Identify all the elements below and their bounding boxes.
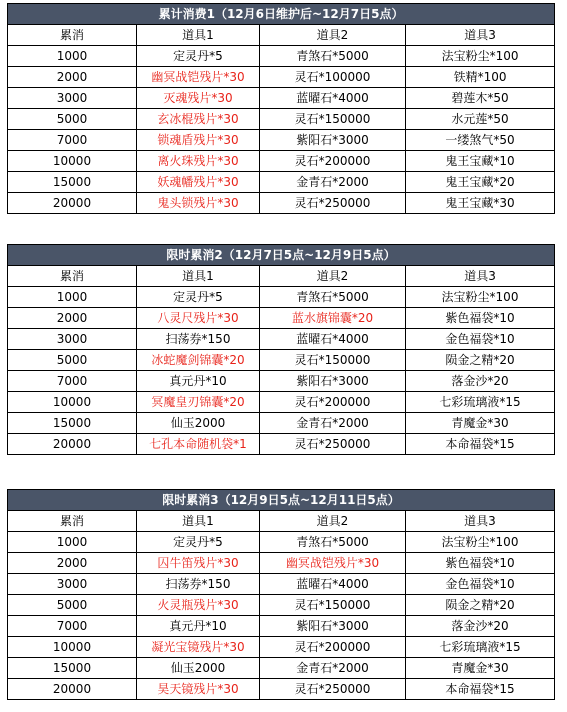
threshold-cell: 3000 bbox=[8, 329, 137, 350]
reward-cell: 金青石*2000 bbox=[260, 172, 406, 193]
reward-cell: 火灵瓶残片*30 bbox=[137, 595, 260, 616]
reward-cell: 灵石*250000 bbox=[260, 434, 406, 455]
threshold-cell: 20000 bbox=[8, 193, 137, 214]
column-header: 道具2 bbox=[260, 266, 406, 287]
reward-cell: 幽冥战铠残片*30 bbox=[260, 553, 406, 574]
threshold-cell: 3000 bbox=[8, 88, 137, 109]
reward-cell: 囚牛笛残片*30 bbox=[137, 553, 260, 574]
threshold-cell: 2000 bbox=[8, 308, 137, 329]
reward-cell: 八灵尺残片*30 bbox=[137, 308, 260, 329]
reward-cell: 七彩琉璃液*15 bbox=[406, 392, 555, 413]
threshold-cell: 1000 bbox=[8, 46, 137, 67]
reward-cell: 昊天镜残片*30 bbox=[137, 679, 260, 700]
reward-cell: 真元丹*10 bbox=[137, 371, 260, 392]
reward-cell: 陨金之精*20 bbox=[406, 595, 555, 616]
table-row bbox=[8, 151, 555, 172]
table-title: 限时累消2（12月7日5点~12月9日5点） bbox=[8, 245, 555, 266]
threshold-cell: 7000 bbox=[8, 371, 137, 392]
reward-cell: 碧莲木*50 bbox=[406, 88, 555, 109]
reward-cell: 陨金之精*20 bbox=[406, 350, 555, 371]
reward-cell: 幽冥战铠残片*30 bbox=[137, 67, 260, 88]
table-row bbox=[8, 574, 555, 595]
table-row bbox=[8, 287, 555, 308]
column-header: 道具3 bbox=[406, 25, 555, 46]
threshold-cell: 3000 bbox=[8, 574, 137, 595]
table-row bbox=[8, 172, 555, 193]
reward-cell: 金青石*2000 bbox=[260, 658, 406, 679]
threshold-cell: 15000 bbox=[8, 658, 137, 679]
table-row bbox=[8, 329, 555, 350]
reward-cell: 法宝粉尘*100 bbox=[406, 287, 555, 308]
reward-cell: 紫阳石*3000 bbox=[260, 616, 406, 637]
table-title: 限时累消3（12月9日5点~12月11日5点） bbox=[8, 490, 555, 511]
reward-cell: 青煞石*5000 bbox=[260, 287, 406, 308]
table-header-row bbox=[8, 511, 555, 532]
threshold-cell: 15000 bbox=[8, 172, 137, 193]
threshold-cell: 7000 bbox=[8, 616, 137, 637]
reward-cell: 金色福袋*10 bbox=[406, 574, 555, 595]
reward-table-2 bbox=[7, 244, 555, 455]
table-row bbox=[8, 679, 555, 700]
threshold-cell: 1000 bbox=[8, 287, 137, 308]
table-row bbox=[8, 350, 555, 371]
column-header: 道具2 bbox=[260, 25, 406, 46]
reward-cell: 灭魂残片*30 bbox=[137, 88, 260, 109]
table-row bbox=[8, 616, 555, 637]
reward-cell: 仙玉2000 bbox=[137, 658, 260, 679]
reward-cell: 灵石*150000 bbox=[260, 595, 406, 616]
reward-cell: 仙玉2000 bbox=[137, 413, 260, 434]
reward-cell: 法宝粉尘*100 bbox=[406, 46, 555, 67]
reward-cell: 蓝曜石*4000 bbox=[260, 88, 406, 109]
table-row bbox=[8, 595, 555, 616]
reward-cell: 灵石*250000 bbox=[260, 193, 406, 214]
threshold-cell: 7000 bbox=[8, 130, 137, 151]
table-row bbox=[8, 658, 555, 679]
reward-cell: 一缕煞气*50 bbox=[406, 130, 555, 151]
reward-cell: 真元丹*10 bbox=[137, 616, 260, 637]
reward-cell: 七彩琉璃液*15 bbox=[406, 637, 555, 658]
table-row bbox=[8, 88, 555, 109]
reward-table-1 bbox=[7, 3, 555, 214]
reward-cell: 灵石*200000 bbox=[260, 151, 406, 172]
reward-cell: 金青石*2000 bbox=[260, 413, 406, 434]
reward-cell: 冥魔皇刃锦囊*20 bbox=[137, 392, 260, 413]
column-header: 道具1 bbox=[137, 266, 260, 287]
reward-cell: 紫阳石*3000 bbox=[260, 371, 406, 392]
threshold-cell: 10000 bbox=[8, 392, 137, 413]
reward-cell: 青煞石*5000 bbox=[260, 532, 406, 553]
reward-cell: 金色福袋*10 bbox=[406, 329, 555, 350]
threshold-cell: 10000 bbox=[8, 637, 137, 658]
threshold-cell: 15000 bbox=[8, 413, 137, 434]
table-row bbox=[8, 109, 555, 130]
reward-cell: 蓝曜石*4000 bbox=[260, 329, 406, 350]
reward-cell: 蓝曜石*4000 bbox=[260, 574, 406, 595]
column-header: 道具1 bbox=[137, 511, 260, 532]
threshold-cell: 1000 bbox=[8, 532, 137, 553]
table-row bbox=[8, 392, 555, 413]
reward-cell: 铁精*100 bbox=[406, 67, 555, 88]
reward-cell: 凝光宝镜残片*30 bbox=[137, 637, 260, 658]
reward-cell: 蓝水旗锦囊*20 bbox=[260, 308, 406, 329]
reward-cell: 定灵丹*5 bbox=[137, 46, 260, 67]
column-header: 道具3 bbox=[406, 266, 555, 287]
column-header: 道具3 bbox=[406, 511, 555, 532]
reward-cell: 本命福袋*15 bbox=[406, 679, 555, 700]
reward-cell: 鬼王宝藏*30 bbox=[406, 193, 555, 214]
reward-cell: 灵石*100000 bbox=[260, 67, 406, 88]
table-row bbox=[8, 532, 555, 553]
reward-cell: 鬼王宝藏*10 bbox=[406, 151, 555, 172]
table-row bbox=[8, 434, 555, 455]
threshold-cell: 2000 bbox=[8, 553, 137, 574]
reward-cell: 紫色福袋*10 bbox=[406, 308, 555, 329]
reward-cell: 定灵丹*5 bbox=[137, 287, 260, 308]
reward-cell: 灵石*200000 bbox=[260, 637, 406, 658]
reward-cell: 离火珠残片*30 bbox=[137, 151, 260, 172]
reward-cell: 法宝粉尘*100 bbox=[406, 532, 555, 553]
column-header: 道具2 bbox=[260, 511, 406, 532]
reward-cell: 落金沙*20 bbox=[406, 616, 555, 637]
reward-cell: 灵石*150000 bbox=[260, 109, 406, 130]
reward-cell: 灵石*150000 bbox=[260, 350, 406, 371]
threshold-cell: 10000 bbox=[8, 151, 137, 172]
reward-table-3 bbox=[7, 489, 555, 700]
table-row bbox=[8, 308, 555, 329]
threshold-cell: 20000 bbox=[8, 434, 137, 455]
table-row bbox=[8, 193, 555, 214]
reward-cell: 扫荡券*150 bbox=[137, 574, 260, 595]
reward-cell: 扫荡券*150 bbox=[137, 329, 260, 350]
reward-cell: 锁魂盾残片*30 bbox=[137, 130, 260, 151]
table-header-row bbox=[8, 25, 555, 46]
reward-cell: 鬼头锁残片*30 bbox=[137, 193, 260, 214]
reward-cell: 本命福袋*15 bbox=[406, 434, 555, 455]
column-header: 累消 bbox=[8, 511, 137, 532]
threshold-cell: 5000 bbox=[8, 595, 137, 616]
column-header: 累消 bbox=[8, 266, 137, 287]
column-header: 累消 bbox=[8, 25, 137, 46]
reward-cell: 鬼王宝藏*20 bbox=[406, 172, 555, 193]
table-row bbox=[8, 67, 555, 88]
table-title: 累计消费1（12月6日维护后~12月7日5点） bbox=[8, 4, 555, 25]
reward-cell: 落金沙*20 bbox=[406, 371, 555, 392]
threshold-cell: 5000 bbox=[8, 350, 137, 371]
reward-cell: 青魔金*30 bbox=[406, 413, 555, 434]
column-header: 道具1 bbox=[137, 25, 260, 46]
threshold-cell: 20000 bbox=[8, 679, 137, 700]
reward-cell: 紫阳石*3000 bbox=[260, 130, 406, 151]
reward-cell: 青魔金*30 bbox=[406, 658, 555, 679]
table-row bbox=[8, 637, 555, 658]
reward-cell: 水元莲*50 bbox=[406, 109, 555, 130]
threshold-cell: 5000 bbox=[8, 109, 137, 130]
table-row bbox=[8, 130, 555, 151]
table-header-row bbox=[8, 266, 555, 287]
table-row bbox=[8, 553, 555, 574]
table-row bbox=[8, 413, 555, 434]
table-row bbox=[8, 371, 555, 392]
reward-cell: 玄冰棍残片*30 bbox=[137, 109, 260, 130]
reward-cell: 妖魂幡残片*30 bbox=[137, 172, 260, 193]
reward-cell: 冰蛇魔剑锦囊*20 bbox=[137, 350, 260, 371]
reward-cell: 灵石*200000 bbox=[260, 392, 406, 413]
reward-cell: 青煞石*5000 bbox=[260, 46, 406, 67]
reward-cell: 灵石*250000 bbox=[260, 679, 406, 700]
reward-cell: 定灵丹*5 bbox=[137, 532, 260, 553]
reward-cell: 七孔本命随机袋*1 bbox=[137, 434, 260, 455]
threshold-cell: 2000 bbox=[8, 67, 137, 88]
reward-cell: 紫色福袋*10 bbox=[406, 553, 555, 574]
table-row bbox=[8, 46, 555, 67]
